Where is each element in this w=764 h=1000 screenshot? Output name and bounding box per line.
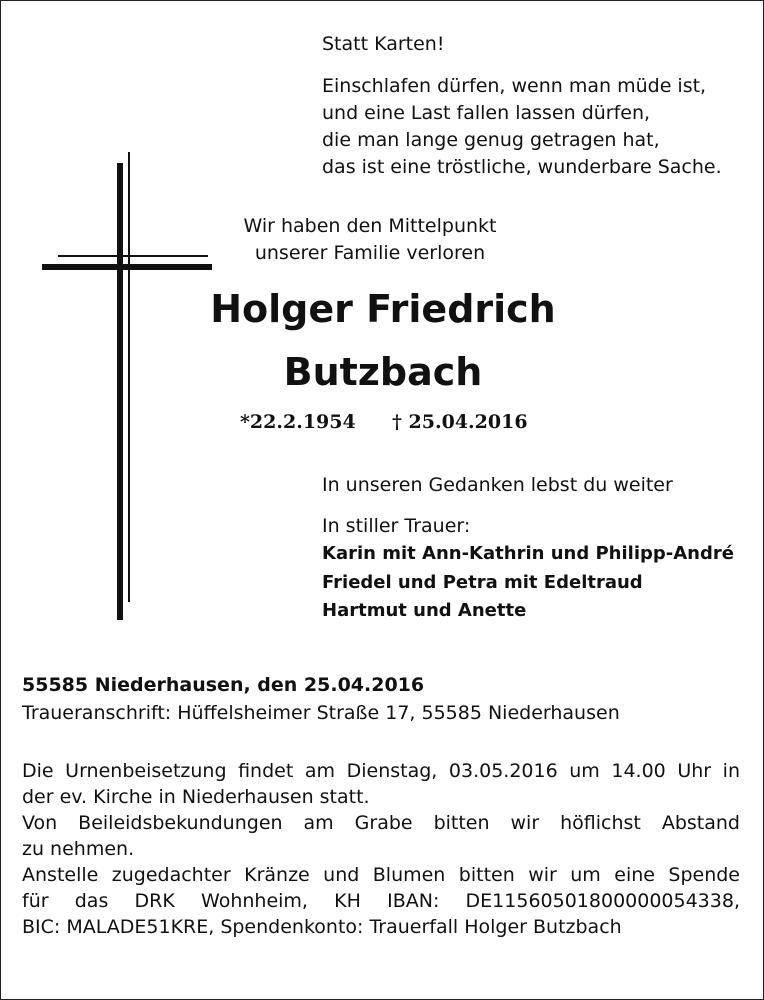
mourners-label: In stiller Trauer: bbox=[322, 515, 471, 537]
death-date: † 25.04.2016 bbox=[392, 411, 528, 433]
loss-line: unserer Familie verloren bbox=[254, 242, 486, 264]
deceased-surname: Butzbach bbox=[283, 350, 483, 394]
intro-text: Statt Karten! bbox=[322, 33, 445, 55]
poem-line: das ist eine tröstliche, wunderbare Sache. bbox=[322, 156, 722, 178]
poem-line: Einschlafen dürfen, wenn man müde ist, bbox=[322, 75, 707, 97]
mourner-name: Friedel und Petra mit Edeltraud bbox=[322, 572, 643, 593]
loss-line: Wir haben den Mittelpunkt bbox=[243, 215, 497, 237]
info-line: für das DRK Wohnheim, KH IBAN: DE11560501800000054338, bbox=[22, 890, 740, 912]
info-line: Die Urnenbeisetzung findet am Dienstag, 03.05.2016 um 14.00 Uhr in bbox=[22, 760, 740, 782]
info-line: BIC: MALADE51KRE, Spendenkonto: Trauerfall Holger Butzbach bbox=[22, 916, 622, 938]
info-line: Von Beileidsbekundungen am Grabe bitten wir höflichst Abstand bbox=[22, 812, 740, 834]
deceased-first-names: Holger Friedrich bbox=[210, 287, 556, 331]
info-line: der ev. Kirche in Niederhausen statt. bbox=[22, 786, 370, 808]
mourning-address: Traueranschrift: Hüffelsheimer Straße 17, 55585 Niederhausen bbox=[22, 702, 620, 724]
info-block bbox=[22, 758, 740, 940]
memory-line: In unseren Gedanken lebst du weiter bbox=[322, 474, 673, 496]
poem-line: und eine Last fallen lassen dürfen, bbox=[322, 102, 651, 124]
poem-line: die man lange genug getragen hat, bbox=[322, 129, 660, 151]
mourner-name: Hartmut und Anette bbox=[322, 600, 527, 621]
place-date: 55585 Niederhausen, den 25.04.2016 bbox=[22, 674, 425, 696]
birth-date: *22.2.1954 bbox=[240, 411, 356, 433]
info-line: Anstelle zugedachter Kränze und Blumen bitten wir um eine Spende bbox=[22, 864, 740, 886]
mourner-name: Karin mit Ann-Kathrin und Philipp-André bbox=[322, 543, 734, 564]
info-line: zu nehmen. bbox=[22, 838, 135, 860]
